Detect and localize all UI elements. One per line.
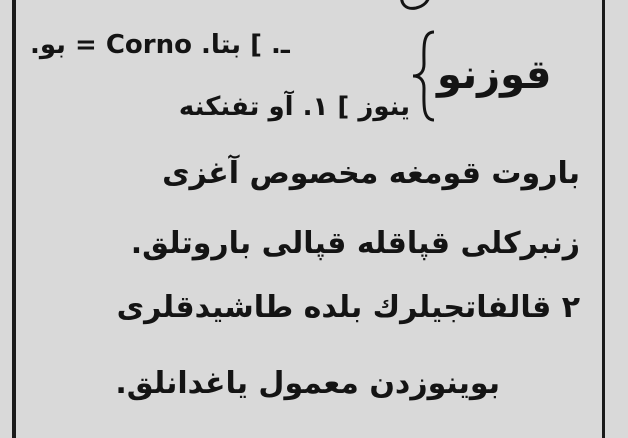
definition-line: بوينوزدن معمول ياغدانلق.: [115, 366, 500, 401]
right-margin-rule: [602, 0, 605, 438]
headword: قوزنو: [437, 52, 552, 98]
definition-line: زنبركلى قپاقله قپالى باروتلق.: [130, 226, 580, 261]
left-margin-rule: [12, 0, 16, 438]
sense-1-opening: ينوز ] ۱. آو تفنكنه: [178, 92, 410, 122]
definition-line: باروت قومغه مخصوص آغزى: [162, 156, 580, 191]
definition-line: ۲ قالفاتجيلرك بلده طاشيدقلرى: [116, 290, 580, 325]
etymology-line: ـ. ] بتا. Corno = بو.: [30, 30, 290, 60]
ornament-curl-icon: [396, 0, 434, 16]
curly-brace-icon: [410, 30, 438, 122]
